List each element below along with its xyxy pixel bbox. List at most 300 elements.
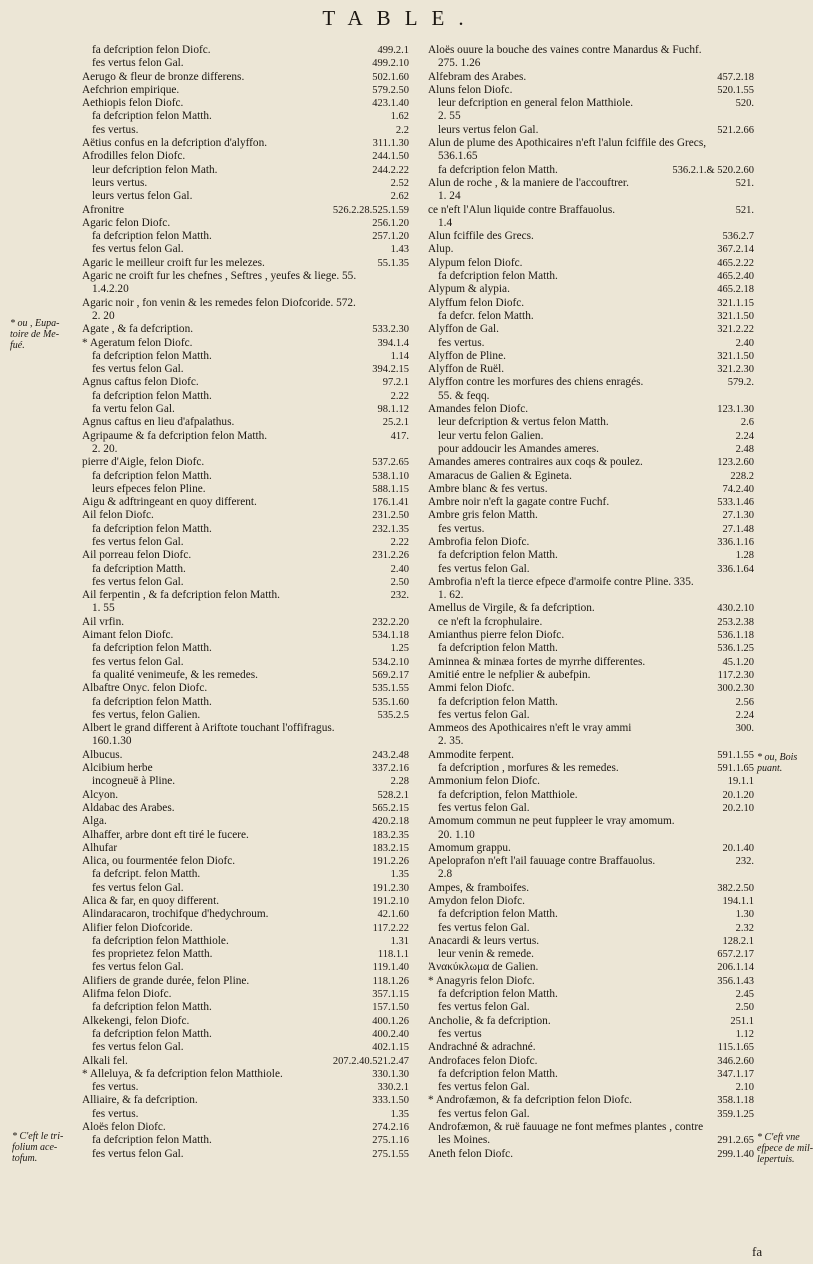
entry-term: fes vertus felon Gal. — [92, 1041, 184, 1054]
entry-term: Alhaffer, arbre dont eft tiré le fucere. — [82, 828, 249, 841]
index-entry — [428, 283, 754, 296]
index-entry — [82, 57, 409, 70]
entry-term: leur defcription & vertus felon Matth. — [438, 416, 609, 429]
index-entry — [82, 749, 409, 762]
entry-reference: 300. — [735, 723, 754, 735]
entry-reference: 499.2.10 — [372, 58, 409, 70]
entry-reference: 232. — [390, 590, 409, 602]
entry-reference: 191.2.10 — [372, 896, 409, 907]
entry-reference: 457.2.18 — [717, 71, 754, 83]
index-entry — [428, 1068, 754, 1081]
entry-reference: 2.50 — [390, 576, 409, 588]
left-column — [82, 44, 409, 1161]
entry-reference: 27.1.30 — [722, 510, 754, 522]
index-entry — [82, 961, 409, 974]
index-entry — [428, 509, 754, 522]
entry-term: Aminnea & minæa fortes de myrrhe differentes. — [428, 655, 646, 668]
entry-term: Amomum grappu. — [428, 841, 511, 854]
index-entry — [428, 961, 754, 974]
index-entry — [428, 948, 754, 961]
entry-term: fa defcription felon Matth. — [92, 389, 212, 402]
index-entry — [82, 1041, 409, 1054]
entry-term: fa defcription felon Matth. — [438, 988, 558, 1001]
entry-term: Alyffon de Gal. — [428, 323, 500, 336]
entry-term: fa defcription felon Matth. — [92, 1027, 212, 1040]
index-entry — [428, 483, 754, 496]
index-entry — [82, 1001, 409, 1014]
entry-reference: 98.1.12 — [377, 404, 409, 416]
entry-term: Albucus. — [82, 748, 123, 761]
entry-term: fes vertus. — [92, 1107, 139, 1120]
entry-reference: 128.2.1 — [722, 935, 754, 947]
entry-term: fa defcription felon Matth. — [92, 110, 212, 123]
entry-reference: 536.1.25 — [717, 643, 754, 655]
entry-reference: 536.2.1.& 520.2.60 — [672, 164, 754, 176]
index-entry — [428, 749, 754, 762]
entry-reference: 256.1.20 — [372, 217, 409, 229]
entry-term: Amandes felon Diofc. — [428, 403, 529, 416]
entry-term: Aloës ouure la bouche des vaines contre Manardus & Fuchf. — [428, 44, 702, 56]
entry-term: fes vertus — [438, 1027, 482, 1040]
entry-term: fa defcription, felon Matthiole. — [438, 788, 578, 801]
entry-reference: 27.1.48 — [722, 523, 754, 535]
index-entry — [428, 616, 754, 629]
entry-term: 275. 1.26 — [438, 57, 481, 70]
entry-reference: 333.1.50 — [372, 1095, 409, 1107]
entry-reference: 251.1 — [730, 1015, 754, 1027]
entry-term: fa defcription felon Matth. — [438, 908, 558, 921]
entry-term: Agaric noir , fon venin & les remedes felon Diofcoride. 572. — [82, 296, 356, 309]
index-entry — [82, 948, 409, 961]
entry-term: fes vertus felon Gal. — [438, 1001, 530, 1014]
entry-term: Aluns felon Diofc. — [428, 83, 513, 96]
index-entry — [428, 496, 754, 509]
index-entry — [82, 257, 409, 270]
entry-term: Agnus caftus felon Diofc. — [82, 376, 199, 389]
index-entry — [82, 363, 409, 376]
index-entry — [428, 456, 754, 469]
index-entry — [428, 1001, 754, 1014]
index-entry — [82, 1121, 409, 1134]
index-entry — [428, 842, 754, 855]
index-entry — [428, 297, 754, 310]
entry-term: Alypum & alypia. — [428, 283, 510, 296]
entry-term: Afronitre — [82, 203, 125, 216]
index-entry — [428, 217, 754, 230]
entry-term: fes vertus felon Gal. — [92, 243, 184, 256]
entry-term: fa defcription felon Matth. — [438, 549, 558, 562]
entry-reference: 2.48 — [735, 443, 754, 455]
entry-term: Ambre blanc & fes vertus. — [428, 482, 548, 495]
index-entry — [428, 789, 754, 802]
index-entry — [82, 1148, 409, 1161]
entry-reference: 520.1.55 — [717, 84, 754, 96]
index-entry — [82, 682, 409, 695]
index-entry — [428, 935, 754, 948]
entry-term: fa defcript. felon Matth. — [92, 868, 201, 881]
entry-reference: 118.1.1 — [377, 949, 409, 961]
entry-term: 1. 62. — [438, 589, 464, 602]
entry-reference: 243.2.48 — [372, 749, 409, 761]
entry-reference: 2.24 — [735, 430, 754, 442]
entry-term: 2.8 — [438, 868, 453, 881]
entry-reference: 274.2.16 — [372, 1122, 409, 1134]
entry-term: leur venin & remede. — [438, 948, 534, 961]
entry-term: Aëtius confus en la defcription d'alyffon. — [82, 137, 268, 150]
entry-term: Ἀνακύκλωμα de Galien. — [428, 961, 539, 974]
index-entry — [428, 270, 754, 283]
entry-reference: 20.1.40 — [722, 842, 754, 854]
entry-reference: 321.1.50 — [717, 310, 754, 322]
index-entry — [82, 496, 409, 509]
entry-term: Agnus caftus en lieu d'afpalathus. — [82, 416, 235, 429]
entry-term: Amomum commun ne peut fuppleer le vray amomum. — [428, 815, 675, 828]
entry-term: leur defcription felon Math. — [92, 163, 218, 176]
entry-reference: 336.1.16 — [717, 536, 754, 548]
entry-term: fa defcr. felon Matth. — [438, 309, 534, 322]
entry-reference: 521.2.66 — [717, 124, 754, 136]
entry-term: leurs vertus felon Gal. — [438, 123, 539, 136]
index-entry — [82, 376, 409, 389]
entry-reference: 356.1.43 — [717, 975, 754, 987]
index-entry — [82, 922, 409, 935]
entry-term: fa defcription felon Matth. — [92, 522, 212, 535]
entry-term: fa defcription felon Matth. — [92, 1134, 212, 1147]
index-entry — [82, 908, 409, 921]
index-entry — [428, 682, 754, 695]
entry-reference: 367.2.14 — [717, 244, 754, 256]
entry-term: 1.4 — [438, 216, 453, 229]
entry-term: ce n'eft la fcrophulaire. — [438, 615, 543, 628]
index-entry — [428, 536, 754, 549]
entry-term: 1. 24 — [438, 190, 461, 203]
index-entry — [428, 895, 754, 908]
index-entry — [82, 563, 409, 576]
entry-reference: 321.1.50 — [717, 350, 754, 362]
index-entry — [428, 829, 754, 842]
index-entry — [82, 456, 409, 469]
entry-term: Androfaces felon Diofc. — [428, 1054, 538, 1067]
entry-reference: 2.62 — [390, 191, 409, 203]
entry-reference: 588.1.15 — [372, 483, 409, 495]
entry-term: Ambrofia n'eft la tierce efpece d'armoife contre Pline. 335. — [428, 575, 694, 588]
entry-reference: 657.2.17 — [717, 949, 754, 961]
margin-note: * C'eft le tri- folium ace- tofum. — [12, 1131, 64, 1164]
entry-reference: 2.32 — [735, 922, 754, 934]
index-entry — [428, 589, 754, 602]
index-entry — [428, 722, 754, 735]
index-entry — [428, 975, 754, 988]
index-entry — [428, 815, 754, 828]
entry-reference: 231.2.50 — [372, 510, 409, 522]
index-entry — [82, 815, 409, 828]
entry-term: Andrachné & adrachné. — [428, 1041, 536, 1054]
index-entry — [428, 1121, 754, 1134]
entry-term: pierre d'Aigle, felon Diofc. — [82, 456, 205, 469]
entry-reference: 526.2.28.525.1.59 — [332, 204, 409, 216]
index-entry — [82, 1134, 409, 1147]
index-entry — [428, 882, 754, 895]
index-entry — [428, 164, 754, 177]
index-entry — [428, 576, 754, 589]
index-entry — [428, 376, 754, 389]
index-entry — [428, 696, 754, 709]
index-entry — [82, 669, 409, 682]
entry-reference: 535.1.60 — [372, 696, 409, 708]
entry-reference: 20.1.20 — [722, 789, 754, 801]
entry-term: Ambre gris felon Matth. — [428, 509, 538, 522]
entry-reference: 528.2.1 — [377, 789, 409, 801]
index-entry — [82, 616, 409, 629]
entry-reference: 20.2.10 — [722, 802, 754, 814]
entry-term: Alifier felon Diofcoride. — [82, 921, 193, 934]
entry-reference: 535.2.5 — [377, 709, 409, 721]
index-entry — [428, 775, 754, 788]
entry-reference: 253.2.38 — [717, 616, 754, 628]
index-entry — [82, 243, 409, 256]
entry-term: leur defcription en general felon Matthiole. — [438, 97, 634, 110]
entry-term: fa defcription felon Matth. — [438, 163, 558, 176]
entry-reference: 2.40 — [735, 337, 754, 349]
index-entry — [428, 1015, 754, 1028]
entry-term: fes vertus. — [438, 336, 485, 349]
entry-reference: 74.2.40 — [722, 483, 754, 495]
entry-term: Agripaume & fa defcription felon Matth. — [82, 429, 268, 442]
index-entry — [82, 829, 409, 842]
entry-term: fes vertus. — [92, 1081, 139, 1094]
entry-term: fes vertus felon Gal. — [92, 363, 184, 376]
index-entry — [82, 310, 409, 323]
index-entry — [428, 177, 754, 190]
margin-note: * C'eft vne efpece de mil- lepertuis. — [757, 1132, 813, 1165]
entry-term: fes vertus felon Gal. — [438, 1081, 530, 1094]
entry-term: Aimant felon Diofc. — [82, 629, 174, 642]
entry-term: Alica, ou fourmentée felon Diofc. — [82, 855, 236, 868]
entry-reference: 311.1.30 — [372, 138, 409, 150]
entry-reference: 2.45 — [735, 989, 754, 1001]
entry-reference: 119.1.40 — [372, 962, 409, 974]
index-entry — [428, 363, 754, 376]
entry-term: Alkali fel. — [82, 1054, 128, 1067]
entry-term: Alliaire, & fa defcription. — [82, 1094, 198, 1107]
entry-term: fa qualité venimeufe, & les remedes. — [92, 668, 258, 681]
entry-reference: 536.2.7 — [722, 231, 754, 243]
entry-term: 2. 20. — [92, 442, 118, 455]
entry-term: Aethiopis felon Diofc. — [82, 97, 184, 110]
entry-reference: 330.2.1 — [377, 1082, 409, 1094]
entry-term: fa defcription felon Matth. — [92, 695, 212, 708]
entry-term: Alga. — [82, 815, 107, 828]
entry-reference: 420.2.18 — [372, 816, 409, 828]
index-entry — [428, 1081, 754, 1094]
entry-term: fa vertu felon Gal. — [92, 403, 175, 416]
entry-term: Alun de plume des Apothicaires n'eft l'alun fciffile des Grecs, — [428, 137, 707, 150]
entry-reference: 2.22 — [390, 390, 409, 402]
entry-term: 536.1.65 — [438, 150, 478, 163]
index-entry — [82, 523, 409, 536]
entry-term: Aldabac des Arabes. — [82, 801, 175, 814]
entry-term: Aefchrion empirique. — [82, 83, 180, 96]
index-entry — [428, 802, 754, 815]
index-entry — [82, 230, 409, 243]
margin-note: * ou , Eupa- toire de Me- fué. — [10, 318, 60, 351]
entry-reference: 400.2.40 — [372, 1028, 409, 1040]
entry-reference: 117.2.30 — [717, 669, 754, 681]
entry-reference: 465.2.40 — [717, 271, 754, 283]
index-entry — [428, 1028, 754, 1041]
entry-reference: 579.2. — [727, 377, 754, 389]
entry-reference: 19.1.1 — [727, 776, 754, 788]
index-entry — [82, 1068, 409, 1081]
entry-reference: 1.30 — [735, 909, 754, 921]
index-entry — [428, 137, 754, 150]
entry-term: Apeloprafon n'eft l'ail fauuage contre Braffauolus. — [428, 855, 656, 868]
entry-term: fes vertus felon Gal. — [92, 535, 184, 548]
index-entry — [82, 789, 409, 802]
index-entry — [428, 204, 754, 217]
entry-reference: 55.1.35 — [377, 257, 409, 269]
entry-reference: 535.1.55 — [372, 683, 409, 695]
entry-term: Ammodite ferpent. — [428, 748, 514, 761]
entry-reference: 1.14 — [390, 350, 409, 362]
entry-reference: 97.2.1 — [382, 377, 409, 389]
index-entry — [82, 709, 409, 722]
catchword: fa — [752, 1244, 763, 1259]
entry-reference: 565.2.15 — [372, 802, 409, 814]
index-entry — [82, 589, 409, 602]
entry-reference: 1.35 — [390, 1108, 409, 1120]
entry-term: incogneuë à Pline. — [92, 775, 176, 788]
index-entry — [82, 416, 409, 429]
entry-term: Ail vrfin. — [82, 615, 125, 628]
index-entry — [428, 323, 754, 336]
index-entry — [428, 1148, 754, 1161]
entry-term: Amaracus de Galien & Egineta. — [428, 469, 572, 482]
entry-term: 2. 35. — [438, 735, 464, 748]
entry-term: Alica & far, en quoy different. — [82, 895, 220, 907]
index-entry — [82, 350, 409, 363]
entry-term: Alyffum felon Diofc. — [428, 296, 525, 309]
entry-reference: 536.1.18 — [717, 630, 754, 642]
index-entry — [82, 483, 409, 496]
index-entry — [428, 124, 754, 137]
index-entry — [428, 97, 754, 110]
index-entry — [428, 470, 754, 483]
entry-term: Alyffon de Pline. — [428, 349, 506, 362]
index-entry — [428, 922, 754, 935]
index-entry — [82, 177, 409, 190]
index-entry — [82, 842, 409, 855]
index-entry — [428, 1094, 754, 1107]
index-entry — [82, 855, 409, 868]
entry-reference: 207.2.40.521.2.47 — [332, 1055, 409, 1067]
entry-term: Aigu & adftringeant en quoy different. — [82, 496, 257, 509]
entry-reference: 244.1.50 — [372, 151, 409, 163]
entry-term: fes vertus, felon Galien. — [92, 708, 201, 721]
entry-term: Alypum felon Diofc. — [428, 256, 523, 269]
index-entry — [428, 629, 754, 642]
entry-reference: 275.1.55 — [372, 1148, 409, 1160]
index-entry — [428, 57, 754, 70]
entry-term: Alyffon de Ruël. — [428, 363, 505, 376]
entry-reference: 591.1.65 — [717, 763, 754, 775]
entry-term: Agate , & fa defcription. — [82, 323, 194, 336]
entry-reference: 337.2.16 — [372, 763, 409, 775]
entry-term: Ail ferpentin , & fa defcription felon Matth. — [82, 589, 280, 602]
index-entry — [82, 390, 409, 403]
entry-term: Alcibium herbe — [82, 762, 153, 775]
entry-term: Ammeos des Apothicaires n'eft le vray ammi — [428, 722, 632, 735]
index-entry — [428, 735, 754, 748]
index-entry — [82, 868, 409, 881]
index-entry — [82, 696, 409, 709]
entry-reference: 1.31 — [390, 935, 409, 947]
entry-term: Amianthus pierre felon Diofc. — [428, 629, 565, 642]
index-entry — [428, 243, 754, 256]
entry-reference: 533.1.46 — [717, 497, 754, 509]
entry-reference: 244.2.22 — [372, 164, 409, 176]
entry-reference: 330.1.30 — [372, 1068, 409, 1080]
index-entry — [428, 390, 754, 403]
entry-reference: 1.28 — [735, 550, 754, 562]
entry-term: Alkekengi, felon Diofc. — [82, 1014, 190, 1027]
index-entry — [428, 868, 754, 881]
entry-reference: 569.2.17 — [372, 669, 409, 681]
index-entry — [82, 84, 409, 97]
page-title: TABLE. — [322, 6, 478, 30]
entry-reference: 157.1.50 — [372, 1002, 409, 1014]
entry-term: Alun fciffile des Grecs. — [428, 230, 534, 243]
entry-term: fa defcription felon Matth. — [438, 1067, 558, 1080]
index-entry — [82, 190, 409, 203]
entry-reference: 2.50 — [735, 1002, 754, 1014]
entry-term: Alup. — [428, 243, 454, 256]
index-entry — [82, 775, 409, 788]
index-entry — [428, 1055, 754, 1068]
entry-reference: 499.2.1 — [377, 45, 409, 56]
index-entry — [82, 270, 409, 283]
index-entry — [82, 722, 409, 735]
index-entry — [428, 855, 754, 868]
entry-term: Ammonium felon Diofc. — [428, 775, 541, 788]
entry-term: Agaric ne croift fur les chefnes , Seftres , yeufes & liege. 55. — [82, 270, 357, 283]
entry-reference: 394.1.4 — [377, 337, 409, 349]
index-entry — [428, 230, 754, 243]
entry-term: Aneth felon Diofc. — [428, 1147, 514, 1160]
index-entry — [428, 642, 754, 655]
entry-reference: 538.1.10 — [372, 470, 409, 482]
index-entry — [82, 1081, 409, 1094]
entry-term: fa defcription felon Matth. — [92, 349, 212, 362]
entry-term: leurs vertus. — [92, 176, 148, 189]
entry-term: fa defcription felon Matth. — [92, 642, 212, 655]
index-entry — [82, 642, 409, 655]
entry-reference: 521. — [735, 204, 754, 216]
index-entry — [428, 549, 754, 562]
entry-reference: 358.1.18 — [717, 1095, 754, 1107]
entry-reference: 382.2.50 — [717, 882, 754, 894]
index-entry — [82, 762, 409, 775]
entry-term: Amandes ameres contraires aux coqs & poulez. — [428, 456, 643, 469]
index-entry — [82, 602, 409, 615]
entry-reference: 321.2.30 — [717, 364, 754, 376]
index-entry — [82, 1094, 409, 1107]
index-entry — [82, 150, 409, 163]
entry-reference: 402.1.15 — [372, 1042, 409, 1054]
entry-reference: 123.1.30 — [717, 404, 754, 416]
entry-term: Amellus de Virgile, & fa defcription. — [428, 602, 595, 615]
entry-reference: 520. — [735, 98, 754, 110]
